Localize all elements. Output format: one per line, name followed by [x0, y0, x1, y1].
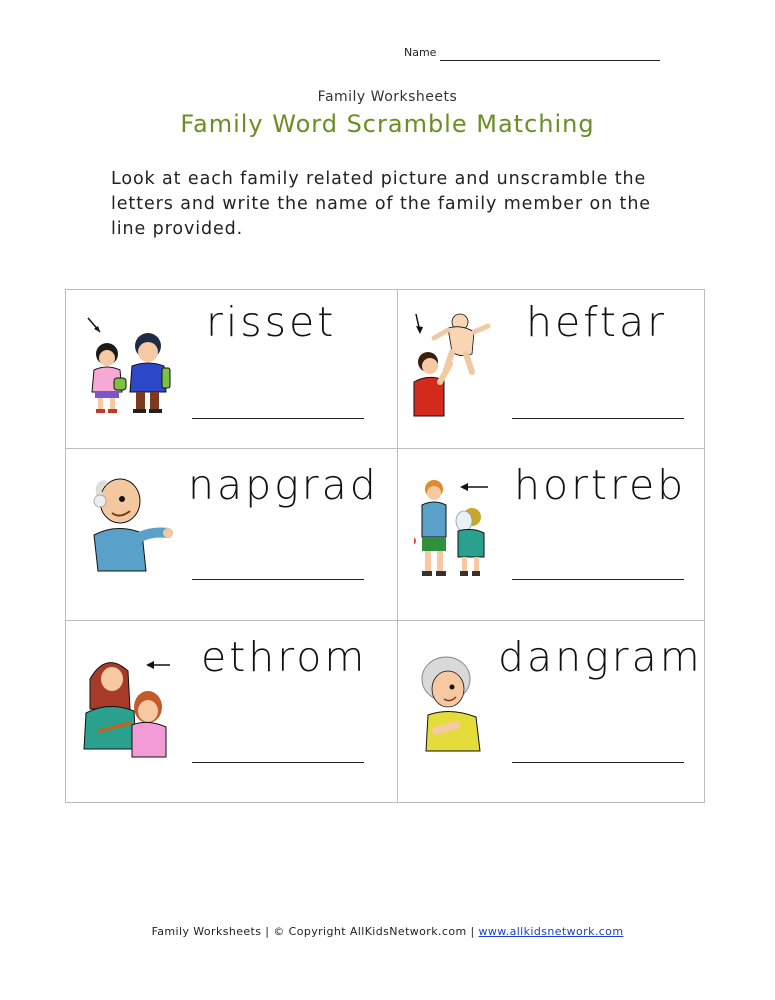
- scramble-cell: [398, 290, 706, 448]
- father-picture-icon: [410, 308, 492, 418]
- scrambled-word: ethrom: [201, 633, 368, 681]
- scrambled-word: risset: [206, 298, 337, 346]
- scramble-cell: [66, 621, 397, 804]
- scramble-cell: [66, 449, 397, 620]
- footer-separator: |: [466, 925, 479, 938]
- grandpa-picture-icon: [82, 475, 174, 573]
- scramble-cell: [66, 290, 397, 448]
- footer-label: Family Worksheets: [151, 925, 262, 938]
- answer-line[interactable]: [192, 762, 364, 763]
- grandma-picture-icon: [414, 653, 494, 753]
- answer-line[interactable]: [512, 418, 684, 419]
- footer-link[interactable]: www.allkidsnetwork.com: [478, 925, 624, 938]
- footer-separator: |: [261, 925, 274, 938]
- footer-copyright: © Copyright AllKidsNetwork.com: [273, 925, 467, 938]
- answer-line[interactable]: [512, 762, 684, 763]
- instructions: Look at each family related picture and unscramble the letters and write the name of the family member on the line provided.: [111, 169, 651, 239]
- scrambled-word: napgrad: [188, 461, 379, 509]
- answer-line[interactable]: [192, 579, 364, 580]
- worksheet-title: Family Word Scramble Matching: [180, 110, 595, 138]
- answer-line[interactable]: [512, 579, 684, 580]
- scramble-cell: [398, 621, 706, 804]
- scramble-cell: [398, 449, 706, 620]
- scrambled-word: heftar: [526, 298, 667, 346]
- scrambled-word: hortreb: [514, 461, 687, 509]
- footer: [0, 925, 775, 938]
- mother-picture-icon: [80, 649, 176, 761]
- sister-picture-icon: [82, 312, 174, 414]
- worksheet-subtitle: Family Worksheets: [317, 89, 458, 105]
- name-line[interactable]: [440, 60, 660, 61]
- name-label: Name: [404, 46, 437, 59]
- scrambled-word: dangram: [498, 633, 703, 681]
- answer-line[interactable]: [192, 418, 364, 419]
- brother-picture-icon: [414, 471, 500, 581]
- word-scramble-grid: [65, 289, 705, 803]
